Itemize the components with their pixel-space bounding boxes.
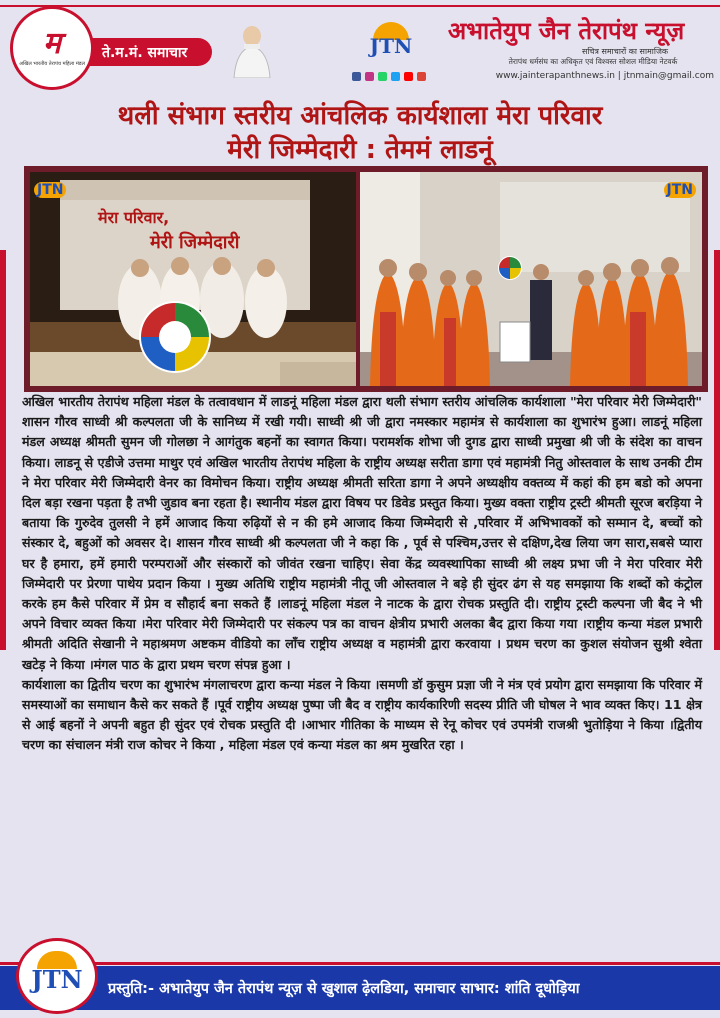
brand-name: अभातेयुप जैन तेरापंथ न्यूज़ — [447, 17, 685, 45]
section-label: ते.म.मं. समाचार — [102, 44, 188, 61]
header-divider — [0, 5, 720, 7]
jtn-footer-logo-text: JTN — [31, 965, 83, 994]
tmm-logo-mark: म — [43, 26, 61, 61]
stage-photo-illustration — [30, 172, 356, 386]
jtn-logo-text: JTN — [369, 34, 413, 58]
footer-divider — [0, 962, 720, 965]
left-accent-bar — [0, 250, 6, 650]
article-body — [22, 392, 702, 756]
jtn-logo-header — [367, 22, 415, 70]
youtube-icon[interactable] — [404, 72, 413, 81]
tmm-logo — [10, 6, 94, 90]
header — [0, 0, 720, 90]
article-paragraph-1: अखिल भारतीय तेरापंथ महिला मंडल के तत्वावधान में लाडनूं महिला मंडल द्वारा थली संभाग स्तरीय आंचलिक कार्यशाला "मेरा परिवार मेरी जिम्मेदारी" शासन गौरव साध्वी श्री कल्पलता जी के सानिध्य में रखी गयी। साध्वी श्री जी द्वारा नमस्कार महामंत्र से कार्यशाला का शुभारंभ हुआ। लाडनूं महिला मंडल अध्यक्ष श्रीमती सुमन जी गोलछा ने आगंतुक बहनों का स्वागत किया। परामर्शक शोभा जी दुगड द्वारा साध्वी प्रमुखा श्री जी के संदेश का वाचन किया। लाडनू से एडीजे उत्तमा माथुर एवं अखिल भारतीय तेरापंथ महिला के राष्ट्रीय अध्यक्ष सरीता डागा एवं महामंत्री नितु ओस्तवाल के साथ उनकी टीम ने मेरा परिवार मेरी जिम्मेदारी वेनर का विमोचन किया। राष्ट्रीय अध्यक्ष श्रीमती सरिता डागा ने अपने अध्यक्षीय वक्तव्य में कहां की हम बडो को अपना दिल बड़ा रखना पड़ता है तभी जुडाव बना रहता है। स्थानीय मंडल द्वारा विषय पर डिवेड प्रस्तुत किया। मुख्य वक्ता राष्ट्रीय ट्रस्टी श्रीमती सूरज बरड़िया ने बताया कि गुरुदेव तुलसी ने हमें आजाद किया रुढ़ियों से न की हमे आजाद किया जिम्मेदारी से ,परिवार में अभिभावकों को सम्मान दे, बच्चों को संस्कार दे, बहुओं को अवसर दे। शासन गौरव साध्वी श्री कल्पलता जी ने कहा कि , पूर्व से पश्चिम,उत्तर से दक्षिण,देख लिया जग सारा,सबसे प्यारा घर है हमारा, हमें हमारी परम्पराओं और संस्कारों को जीवंत रखना चाहिए। सेवा केंद्र व्यवस्थापिका साध्वी श्री लक्ष्य प्रभा जी ने मेरा परिवार मेरी जिम्मेदारी पर प्रेरणा पाथेय प्रदान किया । मुख्य अतिथि राष्ट्रीय महामंत्री नीतू जी ओस्तवाल ने बड़े ही सुंदर ढंग से यह समझाया कि शब्दों को कंट्रोल करके हम कैसे परिवार में प्रेम व सौहार्द बना सकते हैं ।लाडनूं महिला मंडल ने नाटक के द्वारा रोचक प्रस्तुति दी। राष्ट्रीय ट्रस्टी कल्पना जी बैद ने भी अपने विचार व्यक्त किया ।मेरा परिवार मेरी जिम्मेदारी पर संकल्प पत्र का वाचन क्षेत्रीय प्रभारी अलका बैद द्वारा किया गया ।राष्ट्रीय कन्या मंडल प्रभारी श्रीमती अदिति सेखानी ने महाश्रमण अष्टकम वीडियो का लाँच राष्ट्रीय अध्यक्ष व महामंत्री द्वारा करवाया । प्रथम चरण का कुशल संयोजन सुश्री श्वेता खटेड़ ने किया ।मंगल पाठ के द्वारा प्रथम चरण संपन्न हुआ । — [22, 394, 702, 672]
tmm-logo-tagline: अखिल भारतीय तेरापंथ महिला मंडल — [19, 61, 85, 67]
jtn-watermark-right: JTN — [664, 182, 696, 198]
banner-text-1: मेरा परिवार, — [98, 208, 170, 227]
article-paragraph-2: कार्यशाला का द्वितीय चरण का शुभारंभ मंगलाचरण द्वारा कन्या मंडल ने किया ।समणी डॉ कुसुम प्रज्ञा जी ने मंत्र एवं प्रयोग द्वारा समझाया कि परिवार में समस्याओं का समाधान कैसे कर सकते हैं ।पूर्व राष्ट्रीय अध्यक्ष पुष्पा जी बैद व राष्ट्रीय कार्यकारिणी सदस्य प्रीति जी घोषल ने भाव व्यक्त किए। 11 क्षेत्र से आई बहनों ने अपनी बहुत ही सुंदर एवं रोचक प्रस्तुति दी ।आभार गीतिका के माध्यम से रेनू कोचर एवं उपमंत्री राजश्री भुतोड़िया ने किया ।द्वितीय चरण का संचालन मंत्री राज कोचर ने किया , महिला मंडल एवं कन्या मंडल का श्रम मुखरित रहा । — [22, 676, 702, 753]
twitter-icon[interactable] — [391, 72, 400, 81]
release-photo-illustration — [360, 172, 702, 386]
social-icons — [352, 72, 426, 82]
brand-subtitle: सचित्र समाचारों का सामाजिक — [581, 47, 669, 56]
facebook-icon[interactable] — [352, 72, 361, 81]
article-title-line1: थली संभाग स्तरीय आंचलिक कार्यशाला मेरा परिवार — [117, 101, 603, 131]
instagram-icon[interactable] — [365, 72, 374, 81]
event-photo-stage — [30, 172, 356, 386]
whatsapp-icon[interactable] — [378, 72, 387, 81]
footer-credit: प्रस्तुति:- अभातेयुप जैन तेरापंथ न्यूज़ से खुशाल ढ़ेलडिया, समाचार साभार: शांति दूधोड़िया — [108, 981, 580, 997]
article-title-line2: मेरी जिम्मेदारी : तेममं लाडनूं — [227, 135, 493, 165]
banner-text-2: मेरी जिम्मेदारी — [150, 232, 240, 253]
section-label-banner — [86, 38, 212, 66]
google-plus-icon[interactable] — [417, 72, 426, 81]
brand-website[interactable]: www.jainterapanthnews.in | jtnmain@gmail.com — [495, 71, 714, 81]
jtn-watermark-left: JTN — [34, 182, 66, 198]
brand-tagline: तेरापंथ धर्मसंघ का अधिकृत एवं विश्वस्त सोशल मीडिया नेटवर्क — [508, 57, 678, 66]
jtn-logo-footer — [16, 938, 98, 1014]
right-accent-bar — [714, 250, 720, 650]
event-photo-release — [360, 172, 702, 386]
guru-portrait-icon — [228, 22, 276, 78]
